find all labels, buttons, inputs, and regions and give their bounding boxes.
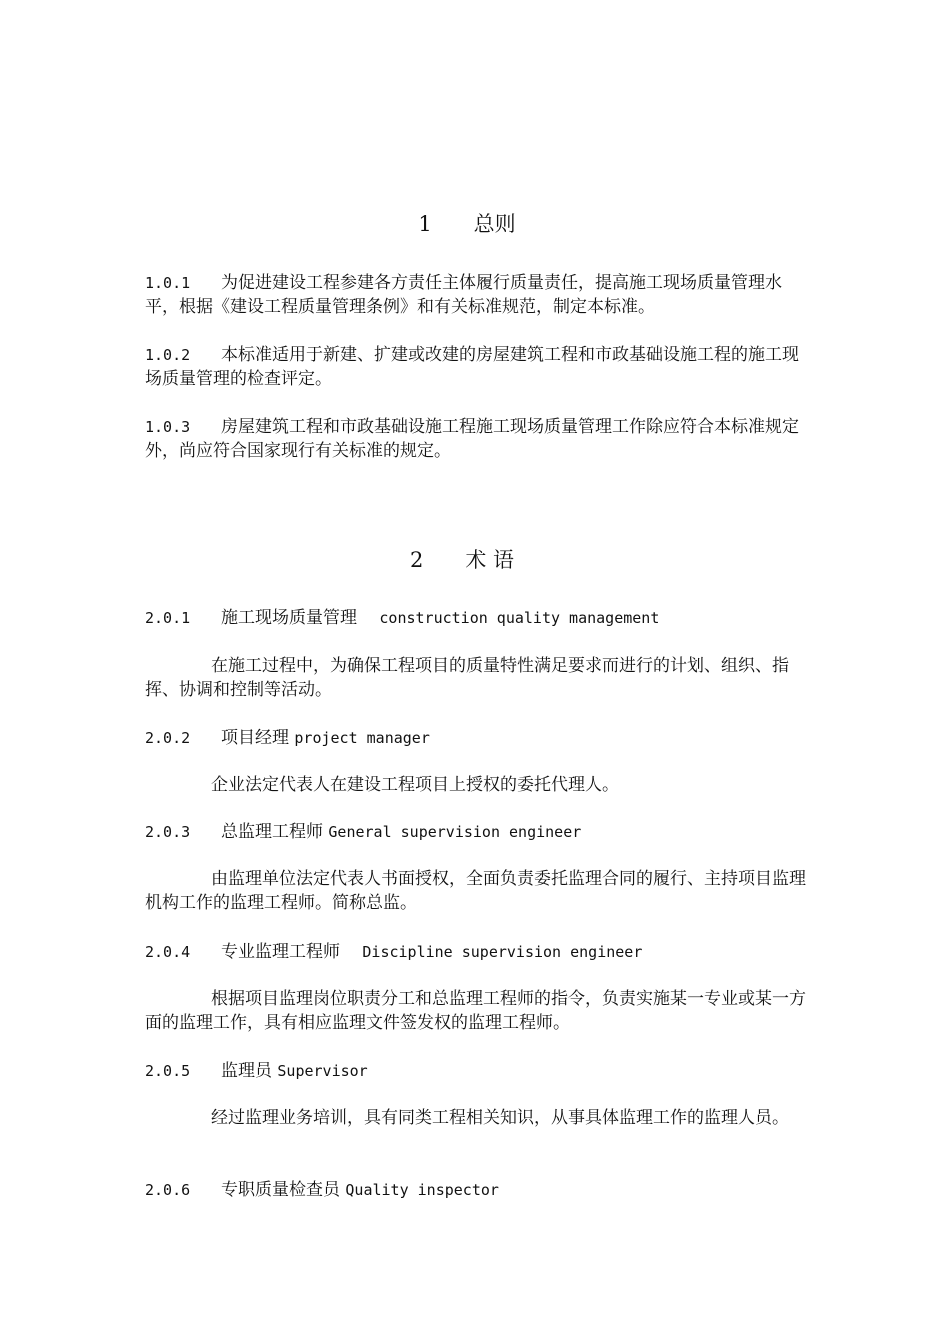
clause-1-0-1 <box>145 271 815 319</box>
clause-number: 1.0.3 <box>145 418 191 436</box>
term-english: General supervision engineer <box>328 823 582 841</box>
term-name: 总监理工程师 <box>221 822 323 842</box>
term-definition: 经过监理业务培训，具有同类工程相关知识，从事具体监理工作的监理人员。 <box>211 1108 789 1128</box>
term-definition: 根据项目监理岗位职责分工和总监理工程师的指令，负责实施某一专业或某一方面的监理工作，具有相应监理文件签发权的监理工程师。 <box>145 989 806 1033</box>
term-2-0-3 <box>145 820 815 844</box>
clause-text: 为促进建设工程参建各方责任主体履行质量责任，提高施工现场质量管理水平，根据《建设工程质量管理条例》和有关标准规范，制定本标准。 <box>145 273 782 317</box>
term-definition: 企业法定代表人在建设工程项目上授权的委托代理人。 <box>211 775 619 795</box>
term-2-0-2 <box>145 726 815 750</box>
term-definition: 在施工过程中，为确保工程项目的质量特性满足要求而进行的计划、组织、指挥、协调和控制等活动。 <box>145 656 789 700</box>
chapter-2-heading: 2 术 语 <box>409 548 515 572</box>
clause-text: 房屋建筑工程和市政基础设施工程施工现场质量管理工作除应符合本标准规定外，尚应符合国家现行有关标准的规定。 <box>145 417 799 461</box>
term-number: 2.0.2 <box>145 729 191 747</box>
clause-number: 1.0.1 <box>145 274 191 292</box>
term-2-0-4 <box>145 940 815 964</box>
term-english: Supervisor <box>277 1062 368 1080</box>
term-number: 2.0.4 <box>145 943 191 961</box>
term-english: construction quality management <box>379 609 660 627</box>
term-english: Discipline supervision engineer <box>362 943 643 961</box>
term-name: 施工现场质量管理 <box>221 608 357 628</box>
term-2-0-1 <box>145 606 815 630</box>
term-2-0-5 <box>145 1059 815 1083</box>
term-number: 2.0.5 <box>145 1062 191 1080</box>
term-name: 专业监理工程师 <box>221 942 340 962</box>
term-2-0-6 <box>145 1178 815 1202</box>
term-number: 2.0.1 <box>145 609 191 627</box>
chapter-1-heading: 1 总则 <box>418 212 516 236</box>
term-definition: 由监理单位法定代表人书面授权，全面负责委托监理合同的履行、主持项目监理机构工作的监理工程师。简称总监。 <box>145 869 806 913</box>
term-english: Quality inspector <box>345 1181 499 1199</box>
term-name: 专职质量检查员 <box>221 1180 340 1200</box>
clause-1-0-3 <box>145 415 815 463</box>
term-name: 项目经理 <box>221 728 289 748</box>
term-number: 2.0.6 <box>145 1181 191 1199</box>
clause-number: 1.0.2 <box>145 346 191 364</box>
term-number: 2.0.3 <box>145 823 191 841</box>
term-english: project manager <box>294 729 430 747</box>
term-name: 监理员 <box>221 1061 272 1081</box>
clause-text: 本标准适用于新建、扩建或改建的房屋建筑工程和市政基础设施工程的施工现场质量管理的检查评定。 <box>145 345 799 389</box>
clause-1-0-2 <box>145 343 815 391</box>
